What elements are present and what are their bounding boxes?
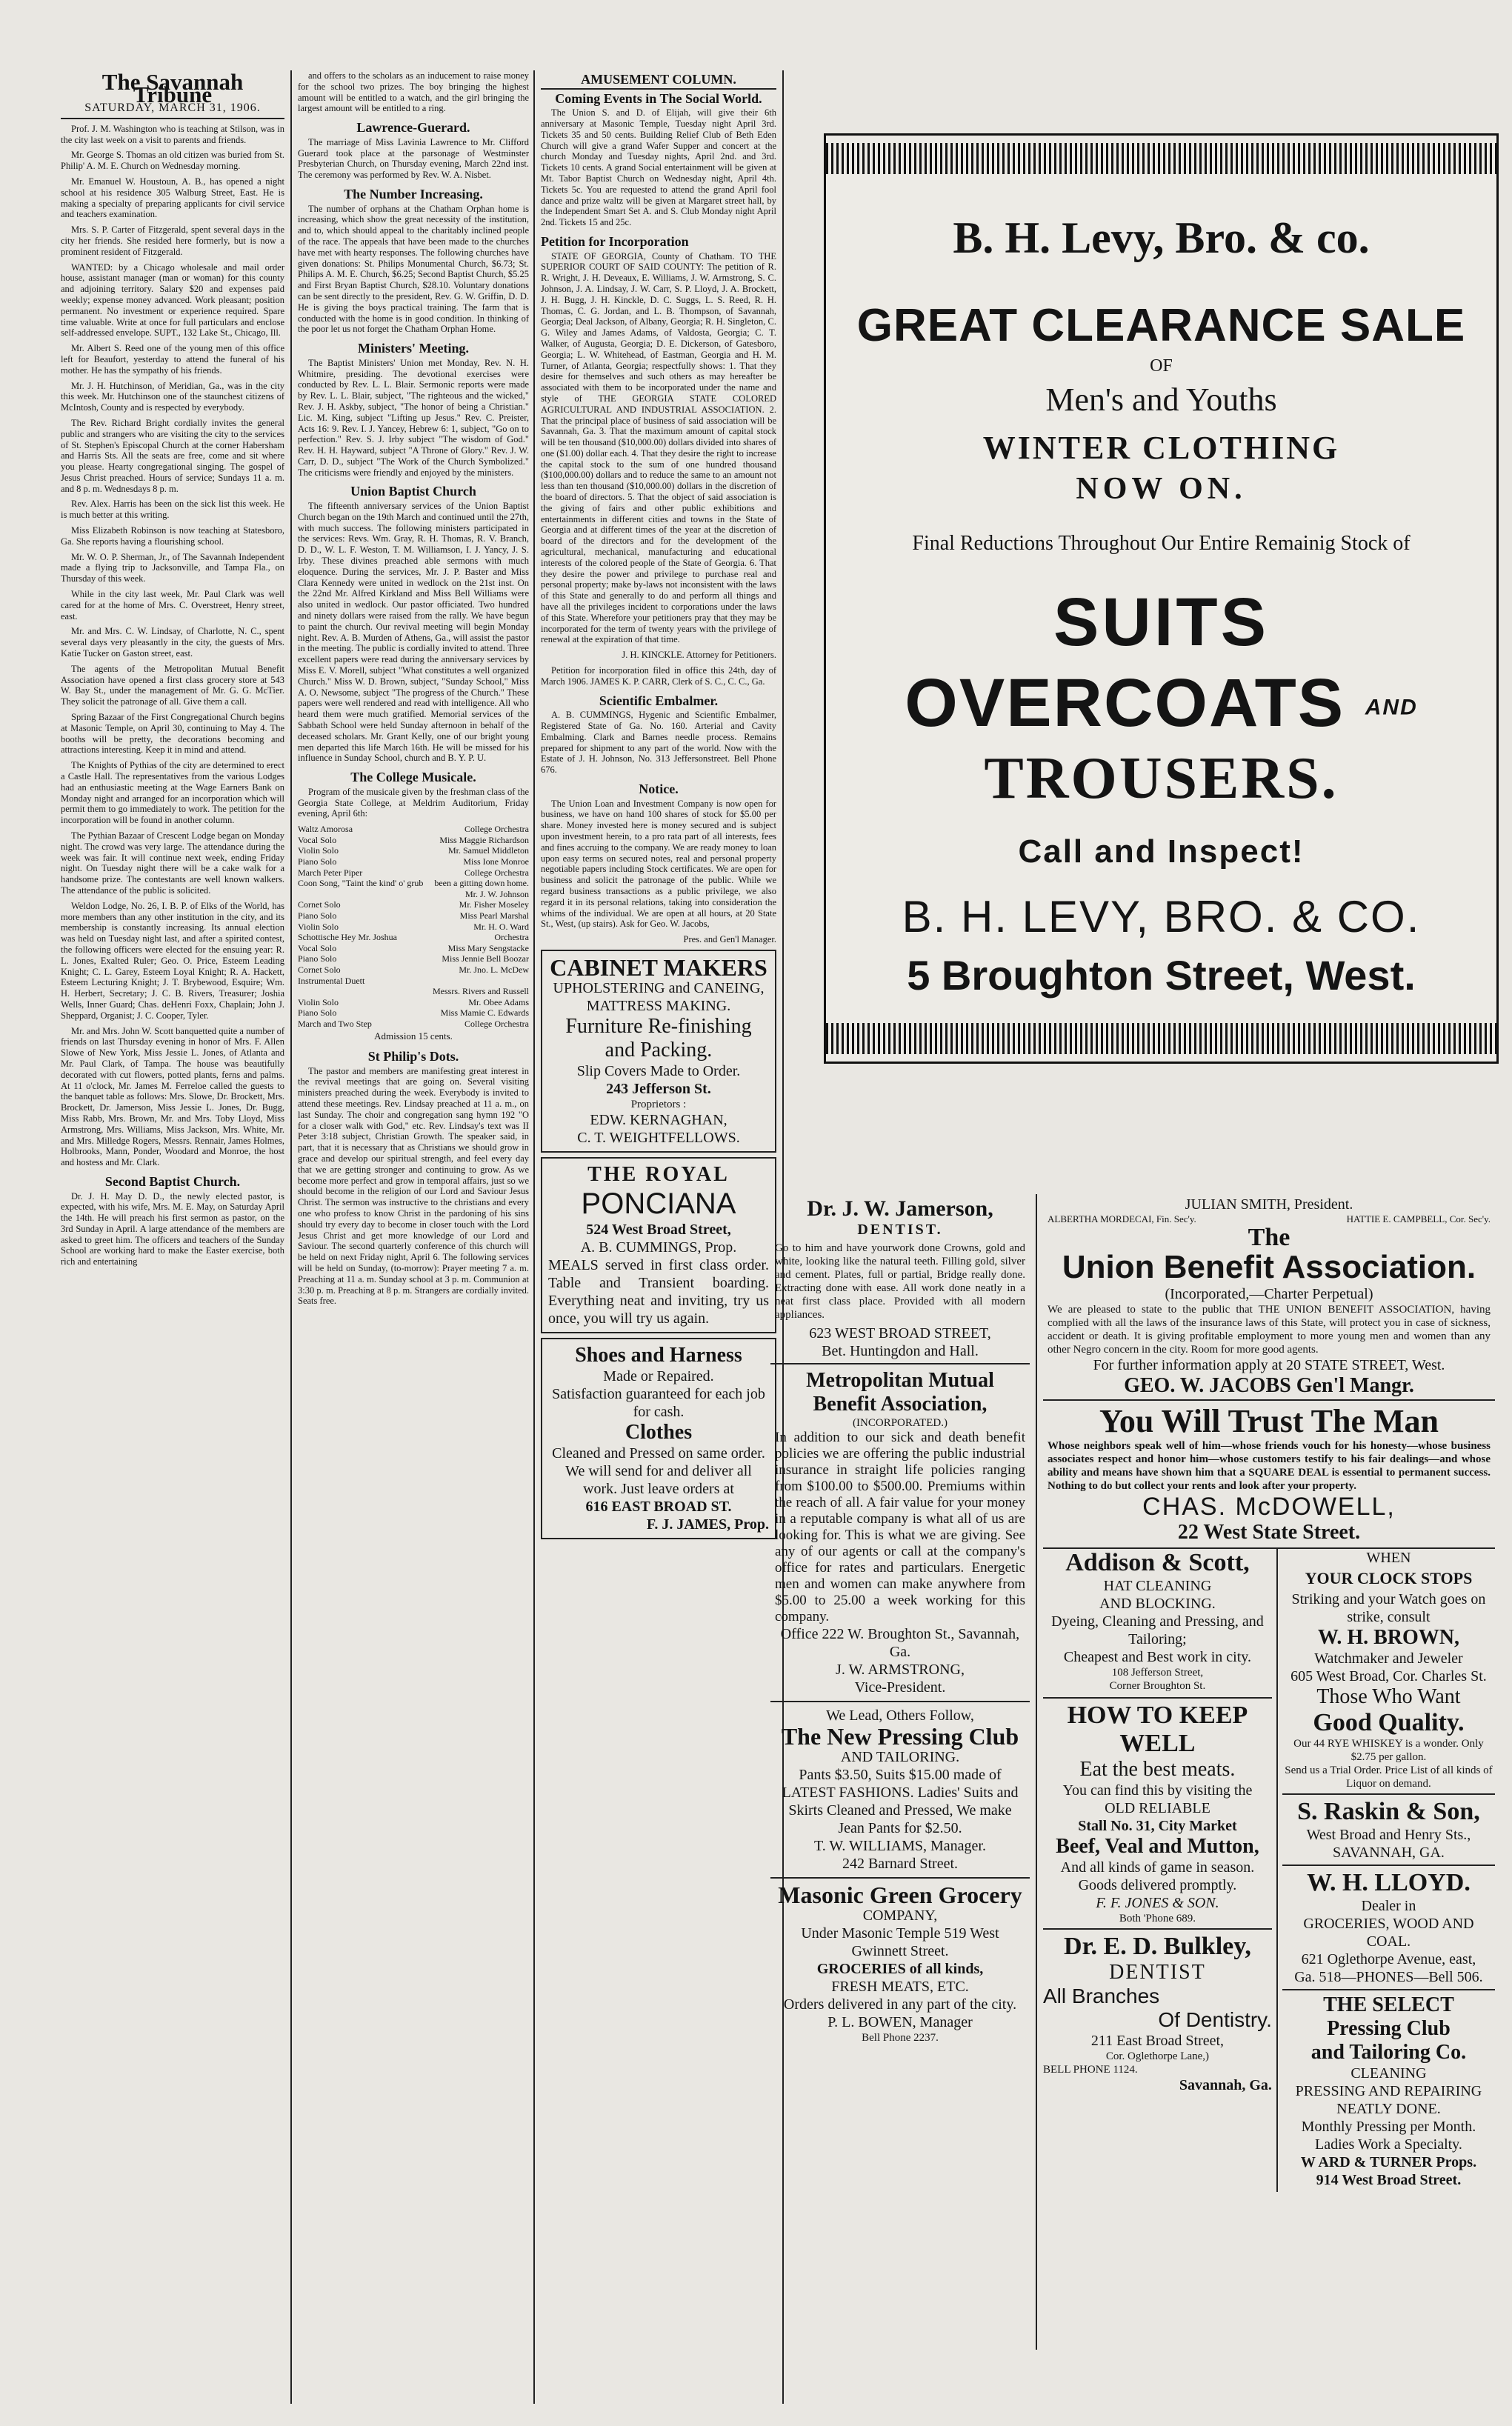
- cabinet-title: CABINET MAKERS: [550, 953, 767, 981]
- brown-l3: Watchmaker and Jeweler: [1314, 1650, 1463, 1667]
- trust-body: Whose neighbors speak well of him—whose friends vouch for his honesty—whose business associates respect and honor him—whose customers testify to his fair dealings—and whose ability and means have shown him that a SQUARE DEAL is essential to permanent success. Nothing to do but collect your rents and look after your property.: [1048, 1439, 1491, 1492]
- newpress-title: The New Pressing Club: [781, 1723, 1019, 1750]
- notice-signature: Pres. and Gen'l Manager.: [683, 934, 776, 945]
- jamerson-name: Dr. J. W. Jamerson,: [807, 1196, 993, 1221]
- levy-overcoats-word: OVERCOATS: [905, 665, 1345, 741]
- masonic-groceries: GROCERIES of all kinds,: [816, 1961, 984, 1977]
- addison-corner: Corner Broughton St.: [1109, 1679, 1206, 1692]
- program-item: Violin Solo: [298, 921, 339, 932]
- news-paragraph: The agents of the Metropolitan Mutual Benefit Association have opened a first class grocery store at 543 W. Bay St., under the management of Mr. G. G. McTier. They solicit the patronage of all. Give them a call.: [61, 663, 284, 707]
- program-performer: Miss Jennie Bell Boozar: [442, 953, 529, 964]
- program-performer: College Orchestra: [464, 1018, 529, 1029]
- masonic-sig: P. L. BOWEN, Manager: [827, 2014, 973, 2030]
- lloyd-ad: [1282, 1866, 1495, 1990]
- brown-l2: Striking and your Watch goes on strike, consult: [1291, 1590, 1486, 1625]
- news-paragraph: Prof. J. M. Washington who is teaching at Stilson, was in the city last week on a visit to parents and friends.: [61, 123, 284, 145]
- coming-events-text: The Union S. and D. of Elijah, will give their 6th anniversary at Masonic Temple, Tuesday night April 3rd. Tickets 35 and 50 cents. Building Relief Club of Beth Eden Church will give a grand Wafer Supper and concert at the church Monday and Tuesday nights, April 2nd. and 3rd. Tickets 10 cents. A grand Social entertainment will be given at Mt. Tabor Baptist Church on Wednesday night, April 4th. Tickets 5c. You are requested to attend the grand April fool dance and prize waltz will be given at Margaret street hall, by the Independent Smart Set A. and S. Club Monday night April 2nd. Tickets 15 and 25c.: [541, 107, 776, 228]
- program-item: Piano Solo: [298, 856, 337, 867]
- news-paragraph: Mr. George S. Thomas an old citizen was buried from St. Philip' A. M. E. Church on Wednesday morning.: [61, 150, 284, 172]
- keepwell-beef: Beef, Veal and Mutton,: [1056, 1834, 1259, 1858]
- addison-l4: Cheapest and Best work in city.: [1063, 1648, 1251, 1665]
- select-l8: Ladies Work a Specialty.: [1315, 2136, 1462, 2153]
- program-item: Piano Solo: [298, 910, 337, 921]
- admission: Admission 15 cents.: [374, 1030, 453, 1042]
- bulkley-city: Savannah, Ga.: [1179, 2076, 1272, 2093]
- program-performer: Miss Maggie Richardson: [439, 834, 529, 845]
- union-inc: (Incorporated,—Charter Perpetual): [1165, 1285, 1373, 1302]
- bulkley-title: DENTIST: [1109, 1960, 1206, 1984]
- union-president: JULIAN SMITH, President.: [1185, 1196, 1353, 1213]
- brown-address: 605 West Broad, Cor. Charles St.: [1290, 1667, 1487, 1684]
- shoes-line: Satisfaction guaranteed for each job for cash.: [552, 1385, 765, 1420]
- petition-filed: Petition for incorporation filed in office this 24th, day of March 1906. JAMES K. P. CARR, Clerk of S. C., C. C., Ga.: [541, 665, 776, 687]
- metro-office: Office 222 W. Broughton St., Savannah, Ga.: [780, 1626, 1020, 1660]
- program-performer: been a gitting down home.: [434, 878, 529, 889]
- musicale-program: [298, 824, 529, 1029]
- cabinet-line: Slip Covers Made to Order.: [576, 1062, 741, 1079]
- addison-l2: AND BLOCKING.: [1099, 1595, 1216, 1612]
- royal-ponciana-ad: [541, 1157, 776, 1333]
- levy-name: B. H. Levy, Bro. & co.: [953, 213, 1370, 262]
- lower-ads: [1043, 1549, 1495, 2192]
- bulkley-l2: Of Dentistry.: [1158, 2007, 1272, 2031]
- column-3: [541, 70, 776, 2404]
- program-performer: Mr. J. W. Johnson: [464, 888, 529, 899]
- metro-title-2: Benefit Association,: [813, 1393, 988, 1416]
- program-performer: Mr. Fisher Moseley: [459, 899, 529, 910]
- addison-l1: HAT CLEANING: [1103, 1577, 1212, 1594]
- keepwell-title: HOW TO KEEP WELL: [1067, 1701, 1248, 1757]
- news-paragraph: While in the city last week, Mr. Paul Clark was well cared for at the home of Mrs. C. Overstreet, Henry street, east.: [61, 589, 284, 622]
- news-paragraph: The Rev. Richard Bright cordially invites the general public and strangers who are visiting the city to the services of St. Stephen's Episcopal Church at the corner Habersham and Harris Sts. All the seats are free, come and sit where you please. Hearty congregational singing. The gospel of Jesus Christ preached. Hours of service; Sundays 11 a. m. and 8 p. m. Wednesdays 8 p. m.: [61, 417, 284, 494]
- lloyd-l1: Dealer in: [1361, 1897, 1416, 1914]
- lower-right-ads: [1278, 1549, 1495, 2192]
- lloyd-l3: 621 Oglethorpe Avenue, east,: [1301, 1950, 1476, 1967]
- union-manager: GEO. W. JACOBS Gen'l Mangr.: [1124, 1373, 1414, 1397]
- program-row: [298, 856, 529, 867]
- newpress-body: Pants $3.50, Suits $15.00 made of LATEST FASHIONS. Ladies' Suits and Skirts Cleaned and Pressed, We make Jean Pants for $2.50.: [782, 1767, 1019, 1836]
- column-rule: [533, 70, 535, 2404]
- raskin-name: S. Raskin & Son,: [1297, 1797, 1480, 1825]
- embalmer-text: A. B. CUMMINGS, Hygenic and Scientific Embalmer, Registered State of Ga. No. 160. Arterial and Cavity Embalming. Clark and Barnes needle process. Remains prepared for shipment to any part of the world. Now with the Estate of J. H. Johnson, No. 313 Jeffersonstreet. Bell Phone 676.: [541, 710, 776, 776]
- levy-name-2: B. H. LEVY, BRO. & CO.: [902, 892, 1421, 942]
- notice-text: The Union Loan and Investment Company is now open for business, we have on hand 100 shares of stock for $5.00 per share. Money invested here is money secured and is subject upon investment herein, to a pro rata part of all interests, fees and fines accruing to the company. We are ready money to loan upon easy terms on secured notes, real and personal property negotiable papers including Stock certificates. We are open for business and solicit the patronage of the public. While we regard business transactions as a public privilege, we also regard it in its personal relations, taking into consideration the whims of the individual. We are open at all hours, at 20 State St., West, (up stairs). Ask for Geo. W. Jacobs,: [541, 798, 776, 930]
- number-increasing-heading: The Number Increasing.: [344, 186, 483, 201]
- shoes-line: Made or Repaired.: [603, 1367, 714, 1384]
- keepwell-l1: Eat the best meats.: [1079, 1757, 1236, 1781]
- news-paragraph: Mr. J. H. Hutchinson, of Meridian, Ga., was in the city this week. Mr. Hutchinson one of the staunchest citizens of McIntosh, County and is respected by everybody.: [61, 380, 284, 413]
- second-baptist-text: Dr. J. H. May D. D., the newly elected pastor, is expected, with his wife, Mrs. M. E. May, on Saturday April the 14th. He will preach his first sermon as pastor, on the 3rd Sunday in April. A large attendance of the members are asked to greet him. The officers and teachers of the Sunday School are working hard to make the Easter exercise, both rich and entertaining: [61, 1190, 284, 1267]
- levy-call: Call and Inspect!: [1018, 833, 1305, 870]
- petition-attorney: J. H. KINCKLE. Attorney for Petitioners.: [622, 650, 776, 661]
- brown-good: Good Quality.: [1313, 1708, 1465, 1736]
- amusement-heading: AMUSEMENT COLUMN.: [541, 73, 776, 90]
- notice-heading: Notice.: [639, 782, 679, 796]
- news-paragraph: The Pythian Bazaar of Crescent Lodge began on Monday night. The crowd was very large. The attendance during the week was fair. It will continue next week, ending Friday night. On Tuesday night there will be a cake walk for a handsome prize. The contestants are well known walkers. The attendance of the public is solicited.: [61, 830, 284, 896]
- masonic-delivery: Orders delivered in any part of the city.: [783, 1996, 1017, 2013]
- number-increasing-text: The number of orphans at the Chatham Orphan home is increasing, which show the great necessity of the institution, and to, which should appeal to the charitably inclined people of the race. The appeals that have been made to the churches have met with hearty responses. The following churches have given donations: St. Philips Monumental Church, $6.73; St. Philips A. M. E. Church, $6.25; Second Baptist Church, $5.25 and First Bryan Baptist Church, $28.10. Voluntary donations can be sent directly to the president, Rev. G. W. Griffin, D. D. He is giving the boys practical training. The farm that is conducted with the home is in good condition. In thinking of the poor let us not forget the Chatham Orphan Home.: [298, 203, 529, 335]
- royal-title: PONCIANA: [581, 1187, 736, 1220]
- program-row: [298, 1019, 529, 1030]
- union-the: The: [1248, 1223, 1290, 1251]
- program-item: Waltz Amorosa: [298, 824, 353, 835]
- union-info: For further information apply at 20 STATE STREET, West.: [1093, 1356, 1445, 1373]
- newpress-address: 242 Barnard Street.: [842, 1856, 959, 1872]
- program-performer: Mr. Samuel Middleton: [448, 845, 529, 856]
- program-performer: Mr. H. O. Ward: [473, 921, 529, 932]
- program-performer: Mr. Obee Adams: [468, 996, 529, 1007]
- decorative-border: [826, 1023, 1496, 1054]
- jamerson-body: Go to him and have yourwork done Crowns, gold and white, looking like the natural teeth. Filling gold, silver and cement. Plates, full or partial, Bridge really done. Extracting done with ease. All work done neatly in a neat first class place. Provided with all modern appliances.: [775, 1242, 1025, 1321]
- cabinet-line: MATTRESS MAKING.: [586, 997, 731, 1014]
- raskin-l1: West Broad and Henry Sts.,: [1306, 1826, 1471, 1843]
- program-row: [298, 899, 529, 910]
- program-row: [298, 1007, 529, 1019]
- masonic-company: COMPANY,: [862, 1907, 938, 1924]
- cabinet-line: EDW. KERNAGHAN,: [590, 1111, 727, 1128]
- metropolitan-ad: [770, 1364, 1030, 1702]
- bulkley-address: 211 East Broad Street,: [1090, 2032, 1225, 2049]
- bulkley-corner: Cor. Oglethorpe Lane,): [1105, 2050, 1209, 2062]
- cabinet-line: C. T. WEIGHTFELLOWS.: [577, 1129, 740, 1146]
- keepwell-sig: F. F. JONES & SON.: [1096, 1894, 1219, 1911]
- masonic-grocery-ad: [770, 1879, 1030, 2049]
- news-paragraph: WANTED: by a Chicago wholesale and mail order house, assistant manager (man or woman) for this county and adjoining territory. Salary $20 and expenses paid weekly; expense money advanced. Work pleasant; position permanent. No investment or experience required. Spare time valuable. Write at once for full particulars and enclose self-addressed envelope. SUPT., 132 Lake St., Chicago, Ill.: [61, 261, 284, 339]
- program-performer: Orchestra: [494, 932, 529, 943]
- union-cor-sec: HATTIE E. CAMPBELL, Cor. Sec'y.: [1346, 1213, 1491, 1224]
- program-row: [298, 922, 529, 933]
- st-philips-heading: St Philip's Dots.: [367, 1049, 459, 1064]
- shoes-harness-ad: [541, 1338, 776, 1539]
- program-row: [298, 986, 529, 997]
- lawrence-guerard-heading: Lawrence-Guerard.: [356, 120, 470, 136]
- program-row: [298, 943, 529, 954]
- brown-want: Those Who Want: [1316, 1684, 1461, 1708]
- program-item: Schottische Hey Mr. Joshua: [298, 932, 397, 943]
- levy-address: 5 Broughton Street, West.: [907, 952, 1416, 999]
- levy-of: OF: [1150, 356, 1173, 376]
- levy-sale: GREAT CLEARANCE SALE: [856, 300, 1466, 351]
- news-paragraph: Mr. Albert S. Reed one of the young men of this office left for Beaufort, yesterday to attend the funeral of his mother. He has the sympathy of his friends.: [61, 343, 284, 376]
- program-row: [298, 878, 529, 889]
- select-l5: PRESSING AND REPAIRING: [1295, 2082, 1482, 2099]
- addison-name: Addison & Scott,: [1065, 1548, 1250, 1576]
- keep-well-ad: [1043, 1699, 1272, 1930]
- program-row: [298, 997, 529, 1008]
- lawrence-guerard-text: The marriage of Miss Lavinia Lawrence to Mr. Clifford Guerard took place at the parsonage of Westminster Presbyterian Church, on Thursday evening, March 22nd inst. The ceremony was performed by Rev. W. A. Nisbet.: [298, 136, 529, 181]
- levy-now: NOW ON.: [1076, 472, 1247, 506]
- union-benefit-ad: [1043, 1194, 1495, 1401]
- embalmer-heading: Scientific Embalmer.: [599, 693, 719, 708]
- bulkley-ad: [1043, 1930, 1272, 2097]
- program-performer: Miss Ione Monroe: [463, 856, 529, 867]
- news-paragraph: The Knights of Pythias of the city are determined to erect a Castle Hall. The representatives from the various Lodges had an enthusiastic meeting at the Wage Earners Bank on Monday night and arranged for an incorporation which will permit them to go immediately to work. The petition for the incorporation will be found in another column.: [61, 760, 284, 826]
- cabinet-address: 243 Jefferson St.: [606, 1080, 711, 1097]
- royal-prop: A. B. CUMMINGS, Prop.: [580, 1239, 737, 1256]
- select-l3: and Tailoring Co.: [1310, 2040, 1467, 2064]
- select-club-ad: [1282, 1990, 1495, 2192]
- brown-ad: [1282, 1549, 1495, 1795]
- trust-title: You Will Trust The Man: [1099, 1402, 1439, 1439]
- levy-and: AND: [1365, 695, 1418, 720]
- metro-vp: Vice-President.: [854, 1679, 946, 1696]
- brown-name: W. H. BROWN,: [1317, 1625, 1459, 1649]
- shoes-line: Cleaned and Pressed on same order.: [552, 1444, 765, 1462]
- news-paragraph: Rev. Alex. Harris has been on the sick list this week. He is much better at this writing.: [61, 499, 284, 521]
- brown-trial: Send us a Trial Order. Price List of all kinds of Liquor on demand.: [1285, 1764, 1493, 1790]
- cabinet-line: UPHOLSTERING and CANEING,: [553, 979, 765, 996]
- program-item: Instrumental Duett: [298, 975, 365, 986]
- program-performer: Miss Pearl Marshal: [459, 910, 529, 921]
- jamerson-near: Bet. Huntingdon and Hall.: [822, 1343, 979, 1359]
- levy-mens: Men's and Youths: [1045, 381, 1277, 418]
- news-paragraph: Mr. W. O. P. Sherman, Jr., of The Savannah Independent made a flying trip to Jacksonville, and Tampa Fla., on Thursday of this week.: [61, 551, 284, 584]
- masthead-title: The Savannah Tribune: [101, 70, 244, 107]
- keepwell-stall: Stall No. 31, City Market: [1078, 1817, 1237, 1834]
- select-l1: THE SELECT: [1323, 1993, 1454, 2016]
- news-paragraph: Mr. Emanuel W. Houstoun, A. B., has opened a night school at his residence 305 Walburg Street, East. He is making a specialty of preparing applicants for civil service and teachers examination.: [61, 176, 284, 220]
- cabinet-makers-ad: [541, 950, 776, 1153]
- select-l6: NEATLY DONE.: [1336, 2100, 1441, 2117]
- lloyd-l2: GROCERIES, WOOD AND COAL.: [1303, 1915, 1474, 1950]
- program-item: March Peter Piper: [298, 867, 363, 878]
- program-row: [298, 845, 529, 856]
- bulkley-phone: BELL PHONE 1124.: [1043, 2063, 1138, 2076]
- levy-suits: SUITS: [1053, 584, 1269, 660]
- program-item: Violin Solo: [298, 845, 339, 856]
- royal-line: THE ROYAL: [587, 1162, 730, 1186]
- program-performer: Miss Mary Sengstacke: [447, 942, 529, 953]
- second-baptist-heading: Second Baptist Church.: [104, 1173, 241, 1189]
- column-rule: [290, 70, 292, 2404]
- bulkley-l1: All Branches: [1043, 1984, 1160, 2007]
- news-paragraph: Mrs. S. P. Carter of Fitzgerald, spent several days in the city her friends. She resided here formerly, but is now a prominent resident of Fitzgerald.: [61, 224, 284, 257]
- addison-address: 108 Jefferson Street,: [1111, 1666, 1204, 1679]
- column-rule: [1036, 1194, 1037, 2350]
- union-baptist-heading: Union Baptist Church: [350, 484, 476, 499]
- program-row: [298, 953, 529, 964]
- jamerson-title: DENTIST.: [857, 1222, 943, 1238]
- program-row: [298, 964, 529, 976]
- keepwell-l2: You can find this by visiting the: [1062, 1782, 1253, 1799]
- coming-events-heading: Coming Events in The Social World.: [555, 90, 762, 106]
- shoes-title: Shoes and Harness: [575, 1343, 742, 1367]
- metro-title: Metropolitan Mutual: [806, 1369, 994, 1392]
- program-row: [298, 976, 529, 987]
- trust-address: 22 West State Street.: [1177, 1520, 1361, 1544]
- news-paragraph: Weldon Lodge, No. 26, I. B. P. of Elks of the World, has more members than any other institution in the city, and its membership is constantly increasing. Its annual election was held on Tuesday night last, and after a spirited contest, the following officers were elected for the ensuing year: R. L. Jones, Exalted Ruler; Geo. O. Price, Esteem Leading Knight; C. L. Garey, Esteem Loyal Knight; R. A. Hackett, Esteem Lecturing Knight; J. T. Brybewood, Esquire; Wm. H. Herbert, Secretary; J. C. B. Rivers, Treasurer; Joshia Wells, Inner Guard; Chas. deHenri Foxx, Chaplain; John J. Sheppard, Organist; J. C. Cooper, Tyler.: [61, 900, 284, 1021]
- program-performer: College Orchestra: [464, 824, 529, 835]
- program-item: March and Two Step: [298, 1018, 372, 1029]
- petition-heading: Petition for Incorporation: [541, 233, 689, 249]
- program-row: [298, 835, 529, 846]
- keepwell-phone: Both 'Phone 689.: [1119, 1912, 1196, 1925]
- column-4: [770, 1194, 1030, 2350]
- masonic-meats: FRESH MEATS, ETC.: [831, 1979, 969, 1995]
- raskin-ad: [1282, 1795, 1495, 1866]
- masonic-title: Masonic Green Grocery: [778, 1882, 1022, 1908]
- select-l7: Monthly Pressing per Month.: [1301, 2118, 1476, 2135]
- masonic-address: Under Masonic Temple 519 West Gwinnett Street.: [801, 1925, 999, 1959]
- royal-address: 524 West Broad Street,: [586, 1221, 731, 1238]
- bulkley-name: Dr. E. D. Bulkley,: [1064, 1932, 1251, 1960]
- select-l2: Pressing Club: [1327, 2016, 1451, 2040]
- program-item: Piano Solo: [298, 953, 337, 964]
- masonic-phone: Bell Phone 2237.: [862, 2032, 939, 2044]
- column-1: [61, 70, 284, 2404]
- masthead-date: SATURDAY, MARCH 31, 1906.: [61, 102, 284, 119]
- college-musicale-heading: The College Musicale.: [350, 770, 476, 785]
- union-baptist-text: The fifteenth anniversary services of the Union Baptist Church began on the 19th March and continued until the 27th, with much success. The following ministers participated in the services: Revs. Wm. Gray, R. H. Thomas, R. V. Branch, D. D., W. L. F. Weston, T. M. Williamson, I. J. Yancy, J. S. Irby. These divines preached able sermons with much eloquence. During the services, Mr. J. P. Baster and Miss Clara Kennedy were united in wedlock on the 21st inst. On the 22nd Mr. Alfred Kirkland and Miss Bell Williams were also united in wedlock. Our pastor officiated. Two hundred and ninety dollars were raised from the rally. We have begun to paint the church. Our revival meeting will begin Monday night. Rev. A. B. Murden of Athens, Ga., will assist the pastor in the meeting. The public is cordially invited to attend. Three excellent papers were read during the anniversary services by Miss E. V. Morell, subject "What constitutes a well organized Church." Miss W. D. Brown, subject, "Sunday School," Miss A. O. Newsome, subject "The progress of the Church." These papers were well rendered and read with intelligence. All who heard them were much gratified. Memorial services of the Sabbath School were held Sunday afternoon in behalf of the deceased scholars. Mr. Grant Kelly, one of our bright young men departed this life March 16th. He will be missed for his influence in Sunday School, church and B. Y. P. U.: [298, 501, 529, 764]
- program-row: [298, 867, 529, 879]
- shoes-prop: F. J. JAMES, Prop.: [646, 1516, 769, 1533]
- program-item: Violin Solo: [298, 996, 339, 1007]
- lloyd-name: W. H. LLOYD.: [1307, 1868, 1471, 1896]
- program-performer: Miss Mamie C. Edwards: [440, 1007, 529, 1019]
- column-5: [1043, 1194, 1495, 2350]
- union-body: We are pleased to state to the public that THE UNION BENEFIT ASSOCIATION, having complied with all the laws of the insurance laws of this State, will protect you in case of sickness, accident or death. It is giving profitable employment to more young men and women than any other Negro concern in the city. Room for more good agents.: [1048, 1303, 1491, 1356]
- program-performer: Messrs. Rivers and Russell: [433, 986, 529, 997]
- news-paragraph: Spring Bazaar of the First Congregational Church begins at Masonic Temple, on April 30, continuing to May 4. The booths will be pretty, the decorations becoming and attractions interesting. Keep it in mind and attend.: [61, 712, 284, 756]
- lloyd-l4: Ga. 518—PHONES—Bell 506.: [1294, 1968, 1483, 1985]
- jamerson-address: 623 WEST BROAD STREET,: [809, 1325, 991, 1342]
- newpress-sig: T. W. WILLIAMS, Manager.: [813, 1838, 986, 1854]
- keepwell-l5: Goods delivered promptly.: [1078, 1876, 1237, 1893]
- news-paragraph: Miss Elizabeth Robinson is now teaching at Statesboro, Ga. She reports having a flourishing school.: [61, 525, 284, 547]
- column-2: [298, 70, 529, 2404]
- st-philips-text: The pastor and members are manifesting great interest in the revival meetings that are going on. Several visiting ministers preached during the week. Everybody is invited to attend these meetings. Rev. Lindsay preached at 11 a. m., on last Sunday. The choir and congregation sang hymn 192 "O for a closer walk with God," etc. Rev. Lindsay's text was II Peter 3:18 subject, Christian Growth. The speaker said, in part, that it is necessary that as Christians we should grow in grace and develop our spiritual strength, and feel every day that we are getting stronger and continuing to grow. As we become more perfect and grow in temporal affairs, just so we should become in the religion of our Lord and Saviour Jesus Christ. The sermon was instructive to the christians and every one who profess to know Christ in the pardoning of his sins should try every day to become in closer touch with the Lord Jesus Christ and get more knowledge of our Lord and Saviour. The second quarterly conference of this church will be held on next Friday night, April 6. The following services will be held on Sunday, (to-morrow): Prayer meeting 7 a. m. Preaching at 11 a. m. Sunday school at 3 p. m. Communion at 3:30 p. m. Preaching at 8 p. m. Strangers are cordially invited. Seats free.: [298, 1065, 529, 1307]
- program-item: Cornet Solo: [298, 899, 341, 910]
- program-performer: College Orchestra: [464, 867, 529, 878]
- lower-left-ads: [1043, 1549, 1278, 2192]
- ministers-meeting-heading: Ministers' Meeting.: [358, 341, 469, 356]
- program-row: [298, 910, 529, 922]
- union-name: Union Benefit Association.: [1062, 1248, 1476, 1285]
- program-item: Coon Song, "Taint the kind' o' grub: [298, 878, 424, 889]
- college-musicale-text: Program of the musicale given by the freshman class of the Georgia State College, at Meldrim Auditorium, Friday evening, April 6th:: [298, 786, 529, 819]
- program-performer: Mr. Jno. L. McDew: [459, 964, 529, 975]
- addison-l3: Dyeing, Cleaning and Pressing, and Tailoring;: [1051, 1613, 1264, 1647]
- newpress-sub: AND TAILORING.: [840, 1749, 960, 1765]
- levy-trousers: TROUSERS.: [984, 746, 1339, 811]
- metro-sig: J. W. ARMSTRONG,: [836, 1662, 965, 1678]
- royal-text: MEALS served in first class order. Table and Transient boarding. Everything neat and inviting, try us once, you will try us again.: [548, 1256, 769, 1327]
- union-fin-sec: ALBERTHA MORDECAI, Fin. Sec'y.: [1048, 1213, 1196, 1224]
- metro-inc: (INCORPORATED.): [853, 1417, 948, 1429]
- program-row: [298, 932, 529, 943]
- program-item: Cornet Solo: [298, 964, 341, 975]
- cabinet-line: Proprietors :: [630, 1098, 687, 1110]
- metro-body: In addition to our sick and death benefit policies we are offering the public industrial insurance in straight life policies ranging from $100.00 to $500.00. Premiums within the reach of all. A fair value for your money in a reputable company is what all of us are looking for. This is what we are giving. See any of our agents or call at the company's office for rates and particulars. Energetic men and women can make anywhere from $5.00 to 25.00 a week working for this company.: [775, 1430, 1025, 1624]
- program-row: [298, 824, 529, 835]
- jamerson-ad: [770, 1194, 1030, 1364]
- program-item: Vocal Solo: [298, 834, 337, 845]
- decorative-border: [826, 143, 1496, 174]
- shoes-clothes: Clothes: [625, 1420, 693, 1444]
- prize-paragraph: and offers to the scholars as an inducement to raise money for the school two prizes. The boy bringing the highest amount will be entitled to a watch, and the girl bringing the largest amount will be entitled to a ring.: [298, 70, 529, 114]
- levy-overcoats: [826, 664, 1496, 742]
- addison-scott-ad: [1043, 1549, 1272, 1699]
- levy-clothing-ad: [824, 133, 1499, 1064]
- new-pressing-club-ad: [770, 1702, 1030, 1879]
- cabinet-line: Furniture Re-finishing and Packing.: [565, 1014, 752, 1062]
- local-news: [61, 124, 284, 1168]
- select-address: 914 West Broad Street.: [1316, 2171, 1462, 2188]
- shoes-line: We will send for and deliver all work. Just leave orders at: [565, 1462, 752, 1497]
- select-sig: W ARD & TURNER Props.: [1300, 2153, 1477, 2170]
- program-item: Vocal Solo: [298, 942, 337, 953]
- shoes-address: 616 EAST BROAD ST.: [585, 1498, 732, 1515]
- select-l4: CLEANING: [1351, 2065, 1427, 2082]
- news-paragraph: Mr. and Mrs. John W. Scott banquetted quite a number of friends on last Thursday evening in honor of Mrs. F. Allen Slowe of New York, Miss Jessie L. Jones, of Atlanta and Mr. Paul Clark, of Tampa. The house was beautifully decorated with cut flowers, potted plants, ferns and palms. At 11 o'clock, Mr. James M. Ferreloe called the guests to the banquet table as follows: Mrs. Slowe, Dr. Brockett, Mrs. Brockett, Dr. Jamerson, Miss Jessie L. Jones, Dr. Bugg, Miss Rabb, Mrs. Brown, Mr. and Mrs. Toby Lloyd, Miss Armstrong, Mrs. Williams, Miss Jackson, Mrs. White, Mr. and Mrs. Milledge Rogers, Messrs. Rennair, James Holmes, Holbrooks, Mann, Ponder, Woodard and Monroe, the host and hostess and Mr. Clark.: [61, 1025, 284, 1168]
- keepwell-l3: OLD RELIABLE: [1105, 1799, 1210, 1816]
- program-row: [298, 889, 529, 900]
- petition-text: STATE OF GEORGIA, County of Chatham. TO THE SUPERIOR COURT OF SAID COUNTY: The petition of R. R. Wright, J. H. Deveaux, E. Williams, J. W. Armstrong, S. C. Johnson, J. A. Lindsay, J. W. Carr, S. P. Lloyd, J. A. Brockett, J. H. Bugg, J. H. Kinckle, D. C. Suggs, L. S. Reed, R. H. Thomas, C. G. Jordan, and L. B. Thompson, of Savannah, Georgia; Deal Jackson, of Albany, Georgia; R. H. Singleton, C. G. Wiley and James Adams, of Valdosta, Georgia; C. T. Walker, of Augusta, Georgia; D. E. Dickerson, of Gatesboro, Georgia; L. W. Whitehead, of Eastman, Georgia and H. M. Turner, of Atlanta, Georgia; respectfully shows: 1. That they desire for themselves and such others as may hereafter be associated with them to be incorporated under the name and style of THE GEORGIA STATE COLORED AGRICULTURAL AND INDUSTRIAL ASSOCIATION. 2. That the principal place of business of said association will be Savannah, Ga. 3. That the maximum amount of capital stock will be ten thousand ($10,000.00) dollars divided into shares of one ($1.00) dollar each. 4. That they desire the right to increase the capital stock to the sum of one hundred thousand ($100,000.00) dollars and to reduce the same to an amount not less than ten thousand ($10,000.00) dollars in the discretion of the board of directors. 5. That the object of said association is the giving of fairs and other public exhibitions and entertainments in different cities and towns in the State of Georgia and at different times of the year at the discretion of board of the directors and for the development of the agricultural, mechanical, manufacturing and educational interests of the colored people of the State of Georgia. 6. That they desire the power and privilege to purchase real and personal property; make by-laws not inconsistent with the laws of this State and generally to do and perform all things and have all the privileges incident to corporations under the laws of this State. Wherefore your petitioners pray that they may be incorporated for the term of twenty years with the privilege of renewal at the expiration of that time.: [541, 250, 776, 645]
- keepwell-l4: And all kinds of game in season.: [1060, 1859, 1255, 1876]
- newpress-lead: We Lead, Others Follow,: [826, 1707, 974, 1724]
- brown-when: WHEN: [1366, 1549, 1411, 1566]
- news-paragraph: Mr. and Mrs. C. W. Lindsay, of Charlotte, N. C., spent several days very pleasantly in the city, the guests of Mrs. Katie Tucker on Gaston street, east.: [61, 626, 284, 659]
- levy-final: Final Reductions Throughout Our Entire Remainig Stock of: [912, 532, 1411, 555]
- levy-winter: WINTER CLOTHING: [982, 430, 1340, 466]
- trust-the-man-ad: [1043, 1401, 1495, 1549]
- ministers-meeting-text: The Baptist Ministers' Union met Monday, Rev. N. H. Whitmire, presiding. The devotional exercises were conducted by Rev. L. L. Blair. Sermonic reports were made by Rev. L. L. Blair, subject, "The righteous and the wicked," Rev. J. H. Askby, subject, "The honor of being a Christian." Lic. M. King, subject "Lifting up Jesus." Rev. C. Preister, Acts 16: 9. Rev. I. J. Yancey, Hebrew 6: 1, subject, "Go on to perfection." Rev. S. J. Irby subject "The wisdom of God." Rev. H. H. Hayward, subject "A Throne of Glory." Rev. J. W. Carr, D. D., subject "The Work of the Church Symbolized." The criticisms were friendly and enjoyed by the ministers.: [298, 357, 529, 478]
- brown-whiskey: Our 44 RYE WHISKEY is a wonder. Only $2.75 per gallon.: [1293, 1737, 1484, 1763]
- trust-name: CHAS. McDOWELL,: [1142, 1492, 1396, 1521]
- raskin-l2: SAVANNAH, GA.: [1332, 1844, 1445, 1861]
- brown-l1: YOUR CLOCK STOPS: [1305, 1568, 1473, 1587]
- program-item: Piano Solo: [298, 1007, 337, 1019]
